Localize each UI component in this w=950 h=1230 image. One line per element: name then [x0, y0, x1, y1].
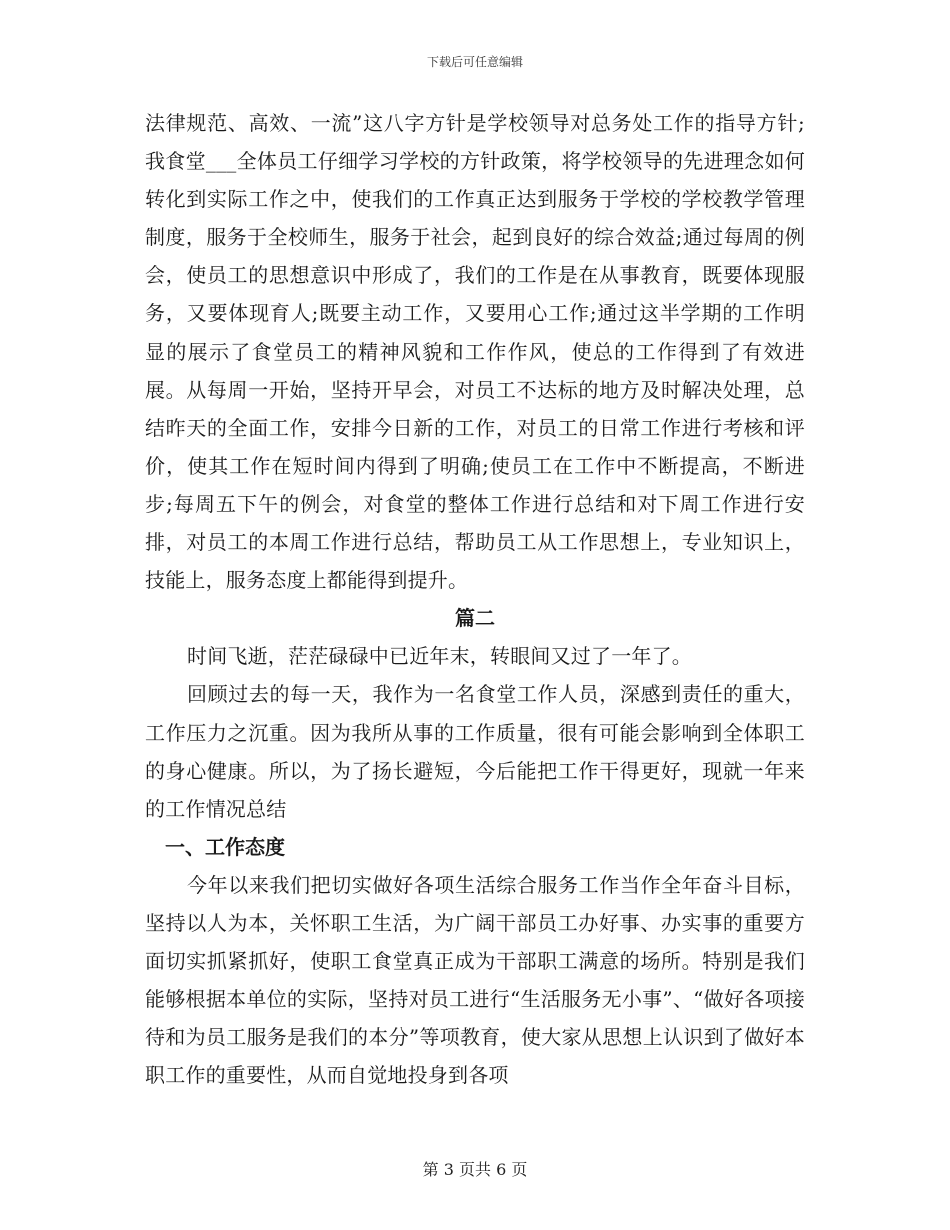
subsection-heading: 一、工作态度 — [165, 834, 285, 859]
paragraph-4: 今年以来我们把切实做好各项生活综合服务工作当作全年奋斗目标，坚持以人为本，关怀职工生活，为广阔干部员工办好事、办实事的重要方面切实抓紧抓好，使职工食堂真正成为干部职工满意的场所。特别是我们能够根据本单位的实际，坚持对员工进行“生活服务无小事”、“做好各项接待和为员工服务是我们的本分”等项教育，使大家从思想上认识到了做好本职工作的重要性，从而自觉地投身到各项 — [145, 872, 805, 1088]
page-footer: 第 3 页共 6 页 — [422, 1160, 528, 1179]
section-heading: 篇二 — [455, 606, 495, 631]
paragraph-3: 回顾过去的每一天，我作为一名食堂工作人员，深感到责任的重大，工作压力之沉重。因为我所从事的工作质量，很有可能会影响到全体职工的身心健康。所以，为了扬长避短，今后能把工作干得更好，现就一年来的工作情况总结 — [145, 682, 805, 821]
paragraph-2: 时间飞逝，茫茫碌碌中已近年末，转眼间又过了一年了。 — [187, 644, 692, 669]
paragraph-1: 法律规范、高效、一流”这八字方针是学校领导对总务处工作的指导方针;我食堂___全体员工仔细学习学校的方针政策，将学校领导的先进理念如何转化到实际工作之中，使我们的工作真正达到服务于学校的学校教学管理制度，服务于全校师生，服务于社会，起到良好的综合效益;通过每周的例会，使员工的思想意识中形成了，我们的工作是在从事教育，既要体现服务，又要体现育人;既要主动工作，又要用心工作;通过这半学期的工作明显的展示了食堂员工的精神风貌和工作作风，使总的工作得到了有效进展。从每周一开始，坚持开早会，对员工不达标的地方及时解决处理，总结昨天的全面工作，安排今日新的工作，对员工的日常工作进行考核和评价，使其工作在短时间内得到了明确;使员工在工作中不断提高，不断进步;每周五下午的例会，对食堂的整体工作进行总结和对下周工作进行安排，对员工的本周工作进行总结，帮助员工从工作思想上，专业知识上，技能上，服务态度上都能得到提升。 — [145, 111, 805, 593]
page-header: 下载后可任意编辑 — [426, 55, 523, 69]
document-body — [145, 104, 805, 1094]
